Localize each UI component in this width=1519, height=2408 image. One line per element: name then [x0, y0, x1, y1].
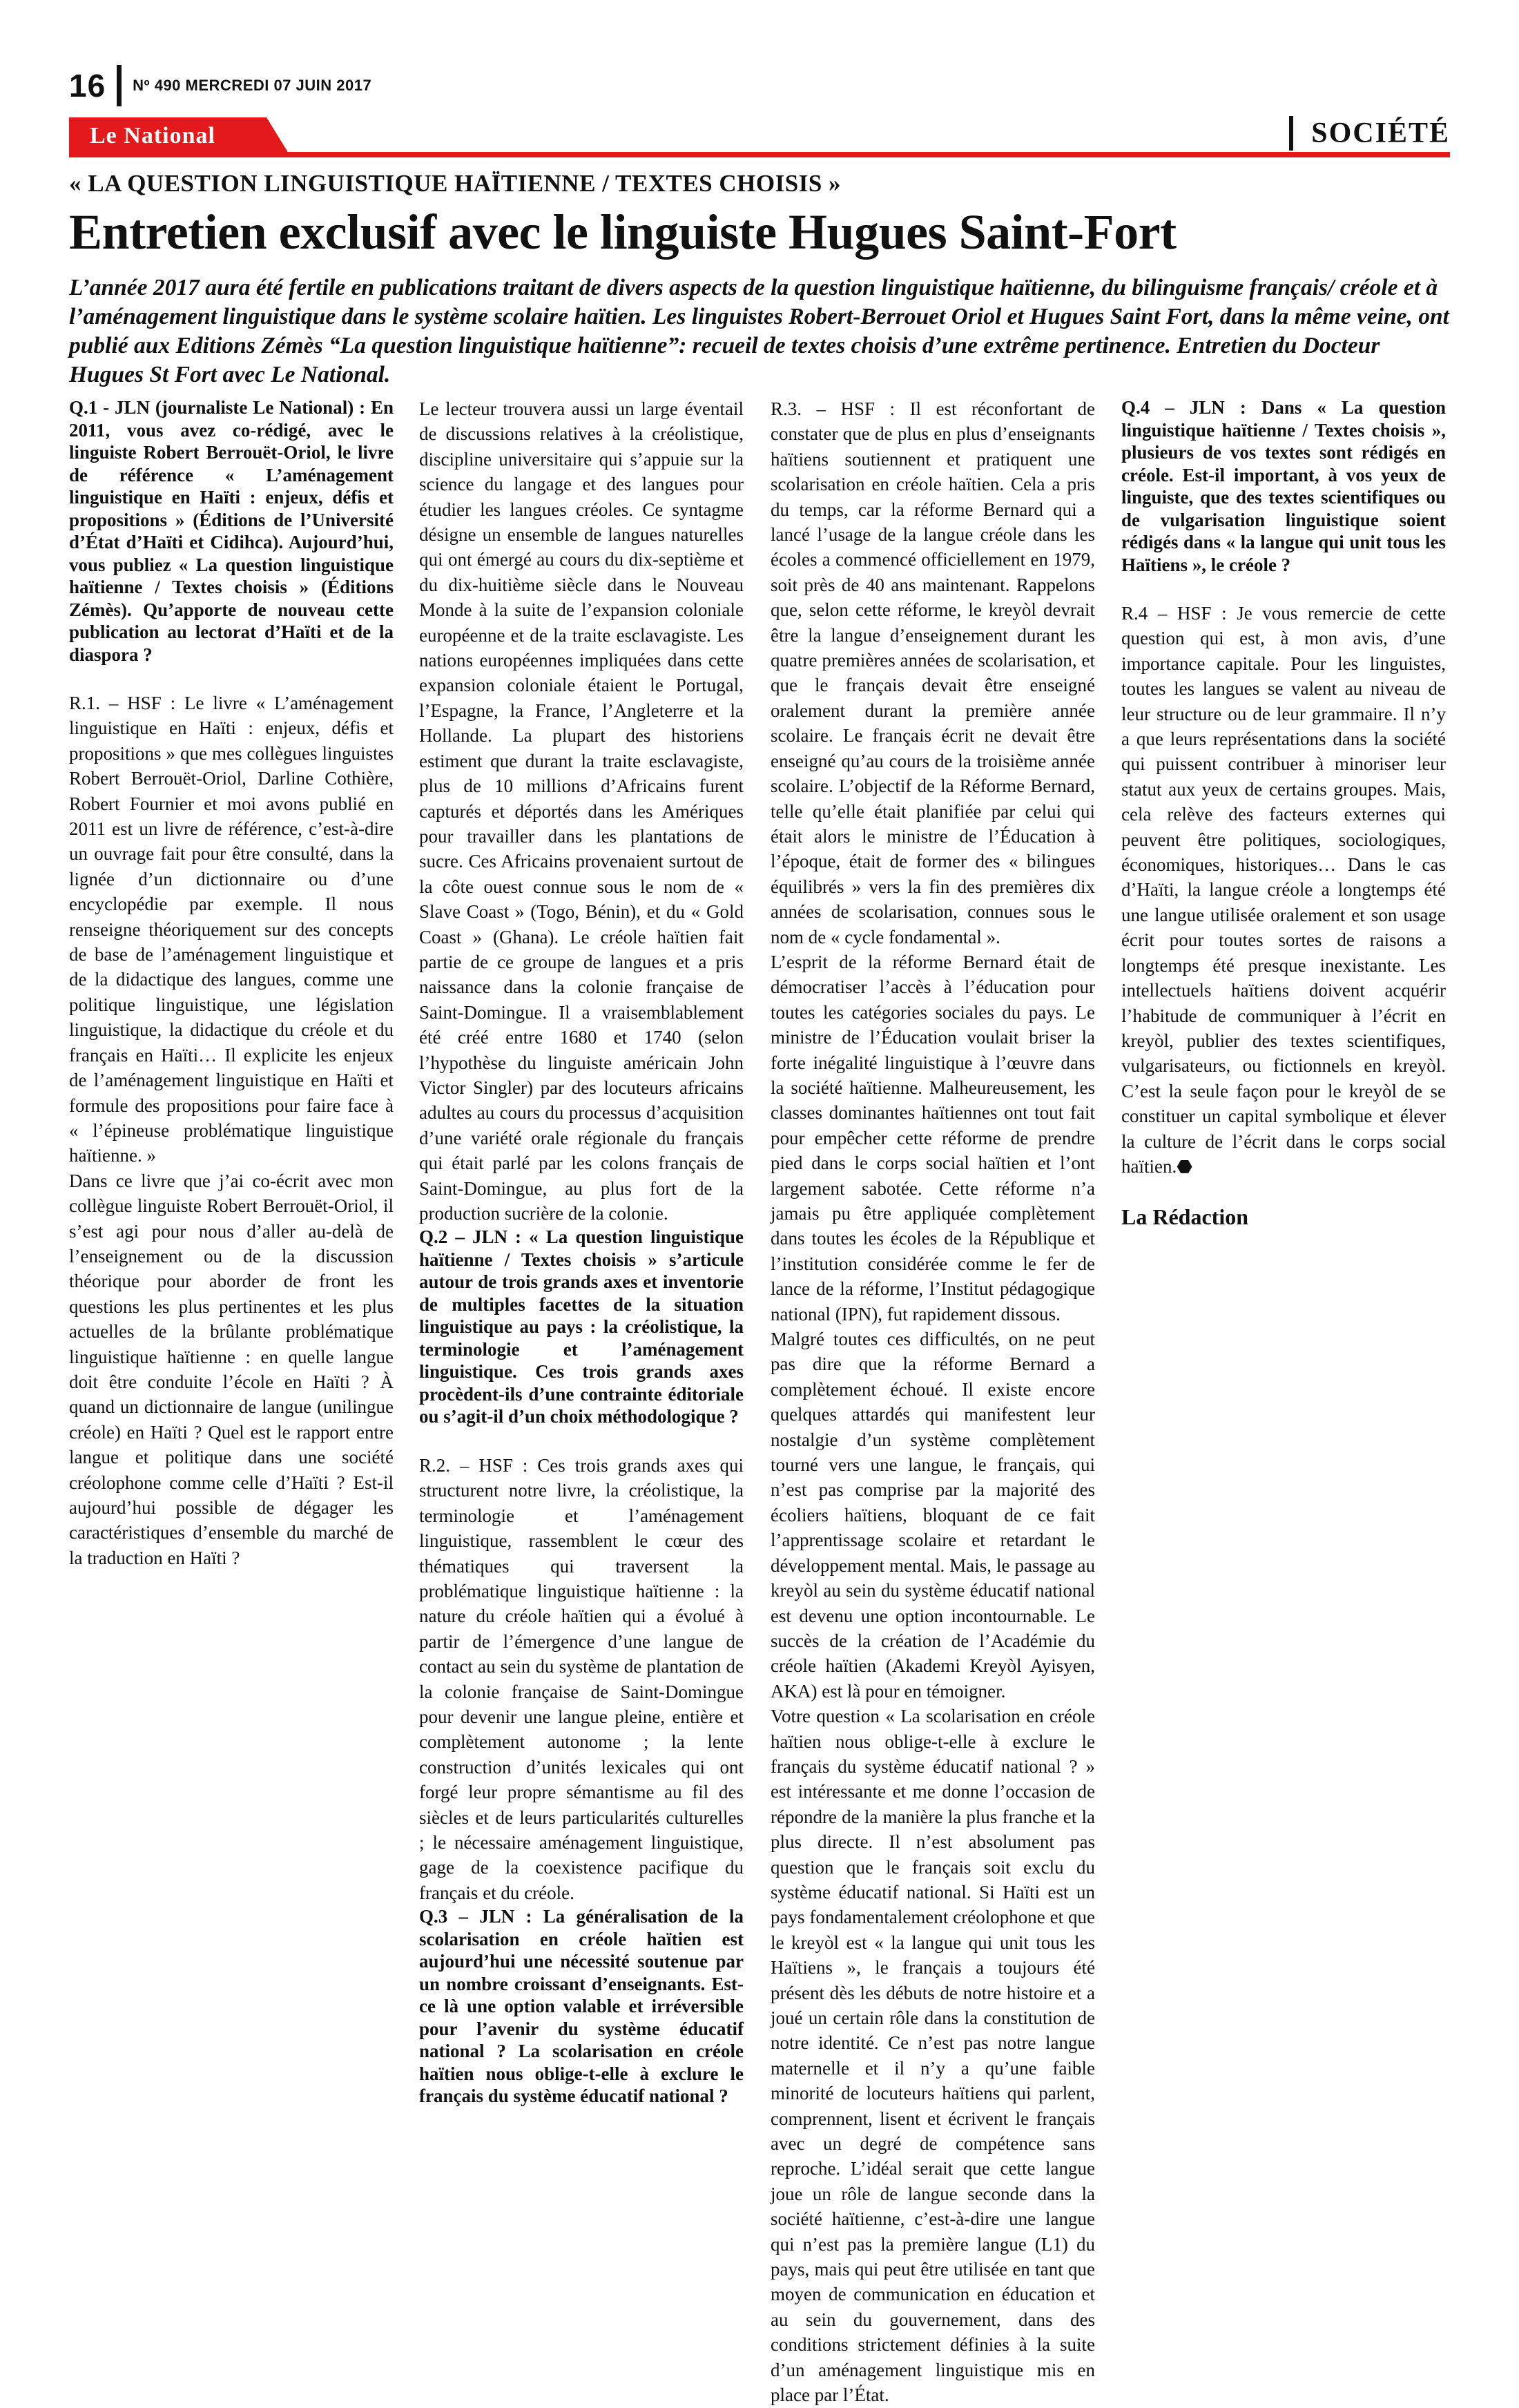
section-divider [1289, 116, 1293, 151]
answer-4 [1121, 601, 1446, 1179]
question-2: Q.2 – JLN : « La question linguistique haïtienne / Textes choisis » s’articule autour de trois grands axes et inventorie de multiples facettes de la situation linguistique au pays : la créolistique, la terminologie et l’aménagement linguistique. Ces trois grands axes procèdent-ils d’une contrainte éditoriale ou s’agit-il d’un choix méthodologique ? [419, 1226, 744, 1427]
answer-3-paragraph-4: Votre question « La scolarisation en créole haïtien nous oblige-t-elle à exclure le français du système éducatif national ? » est intéressante et me donne l’occasion de répondre de la manière la plus franche et la plus directe. Il n’est absolument pas question que le français soit exclu du système éducatif national. Si Haïti est un pays fondamentalement créolophone et que le kreyòl est « la langue qui unit tous les Haïtiens », le français a toujours été présent dès les débuts de notre histoire et a joué un certain rôle dans la constitution de notre identité. Ce n’est pas notre langue maternelle et il n’y a qu’une faible minorité de locuteurs haïtiens qui parlent, comprennent, lisent et écrivent le français avec un degré de compétence sans reproche. L’idéal serait que cette langue joue un rôle de langue seconde dans la société haïtienne, c’est-à-dire une langue qui n’est pas la première langue (L1) du pays, mais qui peut être utilisée en tant que moyen de communication en éducation et au sein du gouvernement, dans des conditions strictement définies à la suite d’un aménagement linguistique mis en place par l’État. [771, 1706, 1095, 2406]
answer-3-paragraph-1: R.3. – HSF : Il est réconfortant de constater que de plus en plus d’enseignants haïtiens soutiennent et pratiquent une scolarisation en créole haïtien. Cela a pris du temps, car la réforme Bernard qui a lancé l’usage de la langue créole dans les écoles a commencé officiellement en 1979, soit près de 40 ans maintenant. Rappelons que, selon cette réforme, le kreyòl devrait être la langue d’enseignement durant les quatre premières années de scolarisation, et que le français devait être enseigné oralement durant la première année scolaire. Le français écrit ne devait être enseigné qu’au cours de la troisième année scolaire. L’objectif de la Réforme Bernard, telle qu’elle était planifiée par celui qui était alors le ministre de l’Éducation à l’époque, était de former des « bilingues équilibrés » vers la fin des premières dix années de scolarisation, connues sous le nom de « cycle fondamental ». [771, 398, 1095, 947]
article-headline: Entretien exclusif avec le linguiste Hugues Saint-Fort [69, 204, 1177, 260]
newspaper-logo [69, 117, 289, 153]
answer-3-paragraph-2: L’esprit de la réforme Bernard était de démocratiser l’accès à l’éducation pour toutes les catégories sociales du pays. Le ministre de l’Éducation voulait briser la forte inégalité linguistique à l’œuvre dans la société haïtienne. Malheureusement, les classes dominantes haïtiennes ont tout fait pour empêcher cette réforme de prendre pied dans le corps social haïtien et l’ont largement sabotée. Cette réforme n’a jamais pu être appliquée complètement dans toutes les écoles de la République et l’institution considérée comme le fer de lance de la réforme, l’Institut pédagogique national (IPN), fut rapidement dissous. [771, 951, 1095, 1325]
answer-2: R.2. – HSF : Ces trois grands axes qui structurent notre livre, la créolistique, la terminologie et l’aménagement linguistique, rassemblent le cœur des thématiques qui traversent la problématique linguistique haïtienne : la nature du créole haïtien qui a évolué à partir de l’émergence d’une langue de contact au sein du système de plantation de la colonie française de Saint-Domingue pour devenir une langue pleine, entière et complètement autonome ; la lente construction d’unités lexicales qui ont forgé leur propre sémantisme au fil des siècles et de leurs particularités culturelles ; le nécessaire aménagement linguistique, gage de la coexistence pacifique du français et du créole. [419, 1454, 744, 1903]
folio-divider [117, 65, 122, 106]
issue-date: Nº 490 MERCREDI 07 JUIN 2017 [133, 77, 372, 94]
section-label [1289, 116, 1450, 151]
question-3: Q.3 – JLN : La généralisation de la scolarisation en créole haïtien est aujourd’hui une nécessité soutenue par un nombre croissant d’enseignants. Est-ce là une option valable et irréversible pour l’avenir du système éducatif national ? La scolarisation en créole haïtien nous oblige-t-elle à exclure le français du système éducatif national ? [419, 1906, 744, 2107]
answer-3-paragraph-3: Malgré toutes ces difficultés, on ne peut pas dire que la réforme Bernard a complètement échoué. Il existe encore quelques attardés qui manifestent leur nostalgie d’un système complètement tourné vers une langue, le français, qui n’est pas comprise par la majorité des écoliers haïtiens, bloquant de ce fait l’apprentissage scolaire et retardant le développement mental. Mais, le passage au kreyòl au sein du système éducatif national est devenu une option incontournable. Le succès de la création de l’Académie du créole haïtien (Akademi Kreyòl Ayisyen, AKA) est là pour en témoigner. [771, 1329, 1095, 1702]
logo-text: Le National [90, 123, 215, 148]
section-title: SOCIÉTÉ [1311, 117, 1450, 149]
text-column-1 [69, 396, 394, 1570]
page-number: 16 [69, 68, 106, 104]
article-kicker: « LA QUESTION LINGUISTIQUE HAÏTIENNE / TEXTES CHOISIS » [69, 170, 842, 197]
answer-1-paragraph-3: Le lecteur trouvera aussi un large éventail de discussions relatives à la créolistique, discipline universitaire qui s’appuie sur la science du langage et des langues pour étudier les langues créoles. Ce syntagme désigne un ensemble de langues naturelles qui ont émergé au cours du dix-septième et du dix-huitième siècle dans le Nouveau Monde à la suite de l’expansion coloniale européenne et de la traite esclavagiste. Les nations européennes impliquées dans cette expansion coloniale étaient le Portugal, l’Espagne, la France, l’Angleterre et la Hollande. La plupart des historiens estiment que durant la traite esclavagiste, plus de 10 millions d’Africains furent capturés et déportés dans les Amériques pour travailler dans les plantations de sucre. Ces Africains provenaient surtout de la côte ouest connue sous le nom de « Slave Coast » (Togo, Bénin), et du « Gold Coast » (Ghana). Le créole haïtien fait partie de ce groupe de langues et a pris naissance dans la colonie française de Saint-Domingue. Il a vraisemblablement été créé entre 1680 et 1740 (selon l’hypothèse du linguiste américain John Victor Singler) par des locuteurs africains adultes au cours du processus d’acquisition d’une variété orale régionale du français qui était parlé par les colons français de Saint-Domingue, au plus fort de la production sucrière de la colonie. [419, 398, 744, 1224]
text-column-4 [1121, 396, 1446, 1230]
answer-4-text: R.4 – HSF : Je vous remercie de cette question qui est, à mon avis, d’une importance capitale. Pour les linguistes, toutes les langues se valent au niveau de leur structure ou de leur grammaire. Il n’y a que leurs représentations dans la société qui puissent contribuer à minoriser leur statut aux yeux de certains groupes. Mais, cela relève des facteurs externes qui peuvent être politiques, sociologiques, économiques, historiques… Dans le cas d’Haïti, la langue créole a longtemps été une langue utilisée oralement et son usage écrit pour toutes sortes de raisons a longtemps été presque inexistante. Les intellectuels haïtiens doivent acquérir l’habitude de communiquer à l’écrit en kreyòl, publier des textes scientifiques, vulgarisateurs, ou fictionnels en kreyòl. C’est la seule façon pour le kreyòl de se constituer un capital symbolique et élever la culture de l’écrit dans le corps social haïtien. [1121, 603, 1446, 1177]
answer-1-paragraph-1: R.1. – HSF : Le livre « L’aménagement linguistique en Haïti : enjeux, défis et propositions » que mes collègues linguistes Robert Berrouët-Oriol, Darline Cothière, Robert Fournier et moi avons publié en 2011 est un livre de référence, c’est-à-dire un ouvrage fait pour être consulté, dans la lignée d’un dictionnaire ou d’une encyclopédie par exemple. Il nous renseigne théoriquement sur des concepts de base de l’aménagement linguistique et de la didactique des langues, comme une politique linguistique, une législation linguistique, la didactique du créole et du français en Haïti… Il explicite les enjeux de l’aménagement linguistique en Haïti et formule des propositions pour faire face à « l’épineuse problématique linguistique haïtienne. » [69, 693, 394, 1166]
end-of-article-icon: ⬣ [1177, 1156, 1192, 1177]
question-1: Q.1 - JLN (journaliste Le National) : En 2011, vous avez co-rédigé, avec le linguiste Robert Berrouët-Oriol, le livre de référence « L’aménagement linguistique en Haïti : enjeux, défis et propositions » (Éditions de l’Université d’État d’Haïti et Cidihca). Aujourd’hui, vous publiez « La question linguistique haïtienne / Textes choisis » (Éditions Zémès). Qu’apporte de nouveau cette publication au lectorat d’Haïti et de la diaspora ? [69, 397, 394, 665]
question-4: Q.4 – JLN : Dans « La question linguistique haïtienne / Textes choisis », plusieurs de vos textes sont rédigés en créole. Est-il important, à vos yeux de linguiste, que des textes scientifiques ou de vulgarisation linguistique soient rédigés dans « la langue qui unit tous les Haïtiens », le créole ? [1121, 397, 1446, 575]
text-column-2 [419, 396, 744, 2108]
article-signature: La Rédaction [1121, 1204, 1248, 1230]
article-standfirst: L’année 2017 aura été fertile en publications traitant de divers aspects de la question linguistique haïtienne, du bilinguisme français/ créole et à l’aménagement linguistique dans le système scolaire haïtien. Les linguistes Robert-Berrouet Oriol et Hugues Saint Fort, dans la même veine, ont publié aux Editions Zémès “La question linguistique haïtienne”: recueil de textes choisis d’une extrême pertinence. Entretien du Docteur Hugues St Fort avec Le National. [69, 275, 1449, 387]
answer-1-paragraph-2: Dans ce livre que j’ai co-écrit avec mon collègue linguiste Robert Berrouët-Oriol, il s’est agi pour nous d’aller au-delà de l’enseignement ou de la discussion théorique pour aborder de front les questions les plus pertinentes et les plus actuelles de la brûlante problématique linguistique haïtienne : en quelle langue doit être conduite l’école en Haïti ? À quand un dictionnaire de langue (unilingue créole) en Haïti ? Quel est le rapport entre langue et politique dans une société créolophone comme celle d’Haïti ? Est-il aujourd’hui possible de dégager les caractéristiques d’ensemble du marché de la traduction en Haïti ? [69, 1170, 394, 1568]
page-folio [69, 66, 371, 105]
text-column-3 [771, 396, 1095, 2408]
header-rule [69, 152, 1450, 157]
